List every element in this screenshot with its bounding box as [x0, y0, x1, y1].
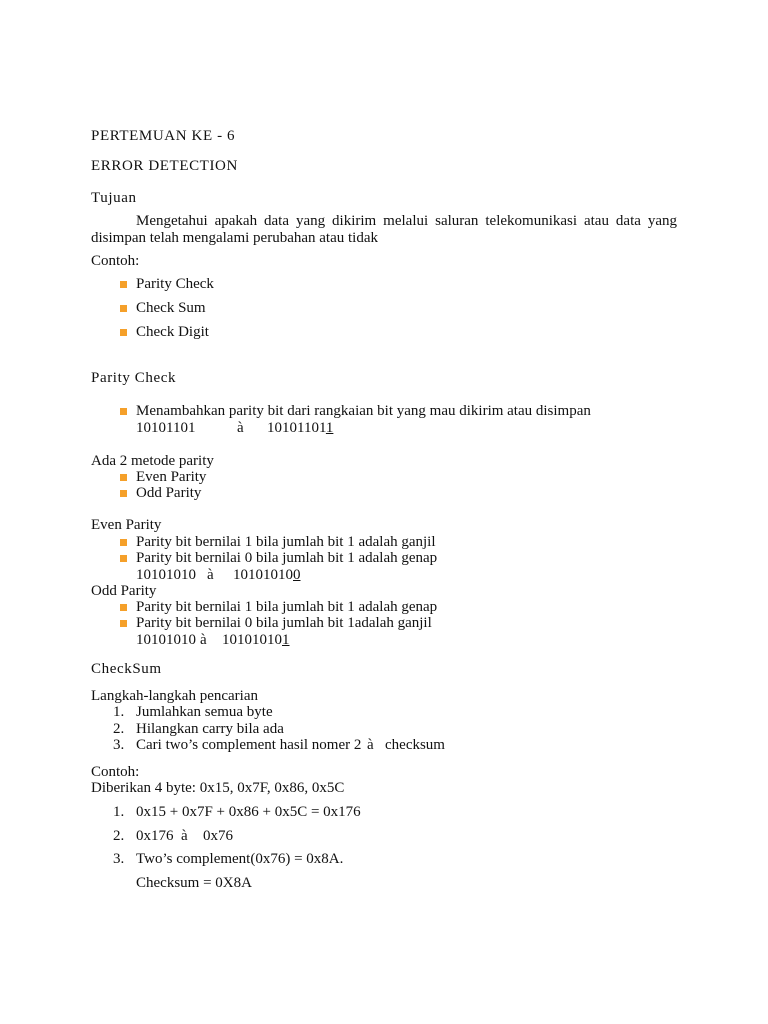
parity-bit: 1 [325, 420, 334, 436]
calc-right: 0x76 [203, 828, 233, 844]
methods-intro: Ada 2 metode parity [91, 453, 214, 469]
arrow-icon: à [181, 828, 188, 844]
step-text: Hilangkan carry bila ada [136, 721, 284, 737]
tujuan-heading: Tujuan [91, 190, 137, 206]
parity-bit: 0 [293, 567, 301, 583]
parity-check-heading: Parity Check [91, 370, 177, 386]
bullet-icon [120, 329, 127, 336]
arrow-icon: à [207, 567, 214, 583]
parity-example-input: 10101101 [136, 420, 196, 436]
arrow-icon: à [200, 632, 207, 648]
parity-bit: 1 [282, 632, 290, 648]
step-text: Cari two’s complement hasil nomer 2 [136, 737, 362, 753]
calc-number: 1. [113, 804, 125, 820]
contoh-item: Parity Check [136, 276, 214, 292]
bullet-icon [120, 305, 127, 312]
checksum-result: Checksum = 0X8A [136, 875, 252, 891]
step-number: 2. [113, 721, 125, 737]
method-item: Odd Parity [136, 485, 202, 501]
bullet-icon [120, 281, 127, 288]
bullet-icon [120, 408, 127, 415]
odd-parity-heading: Odd Parity [91, 583, 157, 599]
example-label: Contoh: [91, 764, 140, 780]
bullet-icon [120, 474, 127, 481]
calc-left: 0x176 [136, 828, 174, 844]
example-given: Diberikan 4 byte: 0x15, 0x7F, 0x86, 0x5C [91, 780, 345, 796]
bullet-icon [120, 555, 127, 562]
checksum-steps-intro: Langkah-langkah pencarian [91, 688, 258, 704]
document-subtitle: ERROR DETECTION [91, 158, 238, 174]
calc-text: Two’s complement(0x76) = 0x8A. [136, 851, 344, 867]
odd-example-output: 101010101 [222, 632, 290, 648]
checksum-heading: CheckSum [91, 661, 162, 677]
even-parity-heading: Even Parity [91, 517, 162, 533]
odd-example-input: 10101010 [136, 632, 196, 648]
parity-example-output: 101011011 [267, 420, 334, 436]
bullet-icon [120, 490, 127, 497]
document-title: PERTEMUAN KE - 6 [91, 128, 236, 144]
even-example-input: 10101010 [136, 567, 196, 583]
parity-check-description: Menambahkan parity bit dari rangkaian bit yang mau dikirim atau disimpan [136, 403, 591, 419]
even-parity-item: Parity bit bernilai 0 bila jumlah bit 1 adalah genap [136, 550, 438, 566]
even-example-output: 101010100 [233, 567, 301, 583]
tujuan-paragraph: Mengetahui apakah data yang dikirim melalui saluran telekomunikasi atau data yang disimpan telah mengalami perubahan atau tidak [91, 213, 677, 246]
calc-number: 2. [113, 828, 125, 844]
even-parity-item: Parity bit bernilai 1 bila jumlah bit 1 adalah ganjil [136, 534, 436, 550]
calc-number: 3. [113, 851, 125, 867]
contoh-item: Check Sum [136, 300, 206, 316]
odd-parity-item: Parity bit bernilai 0 bila jumlah bit 1adalah ganjil [136, 615, 432, 631]
bullet-icon [120, 604, 127, 611]
odd-parity-item: Parity bit bernilai 1 bila jumlah bit 1 adalah genap [136, 599, 438, 615]
arrow-icon: à [237, 420, 244, 436]
arrow-icon: à [367, 737, 374, 753]
bullet-icon [120, 539, 127, 546]
step-result: checksum [385, 737, 445, 753]
calc-text: 0x15 + 0x7F + 0x86 + 0x5C = 0x176 [136, 804, 361, 820]
step-number: 3. [113, 737, 125, 753]
contoh-item: Check Digit [136, 324, 209, 340]
contoh-label: Contoh: [91, 253, 140, 269]
step-number: 1. [113, 704, 125, 720]
method-item: Even Parity [136, 469, 207, 485]
bullet-icon [120, 620, 127, 627]
step-text: Jumlahkan semua byte [136, 704, 273, 720]
